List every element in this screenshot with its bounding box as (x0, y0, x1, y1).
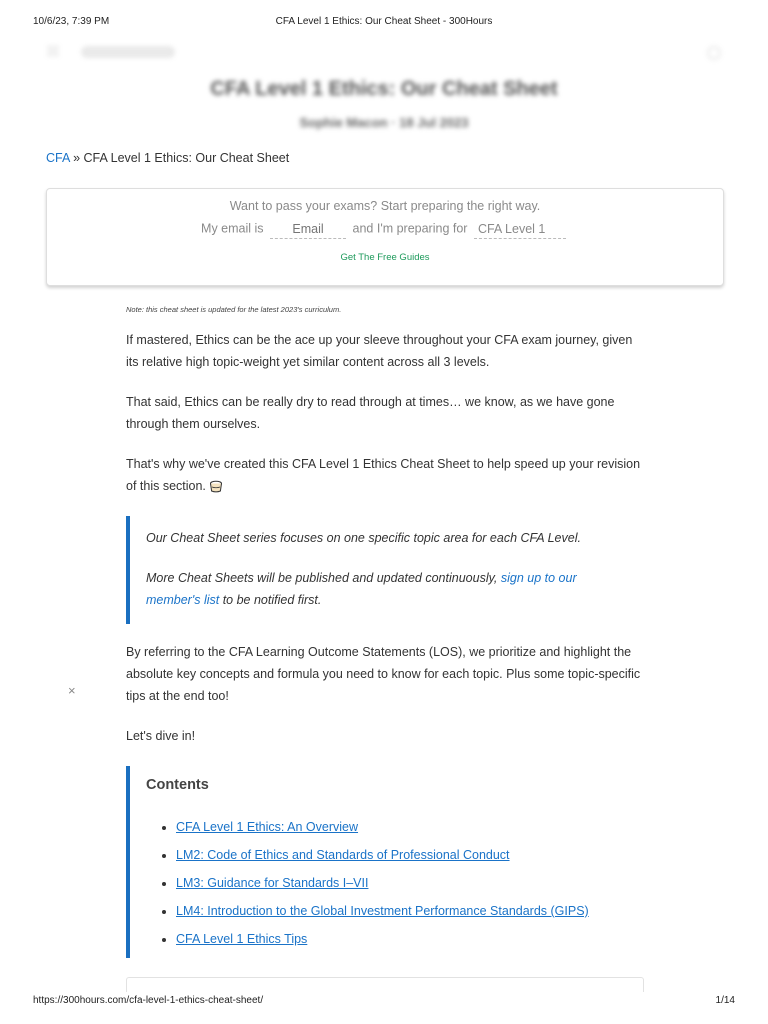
print-footer (0, 993, 768, 1009)
breadcrumb (46, 151, 289, 165)
cup-emoji-icon (209, 480, 223, 493)
intro-paragraph-3-text: That's why we've created this CFA Level 1 Ethics Cheat Sheet to help speed up your revision of this section. (126, 457, 641, 493)
toc-item (176, 869, 636, 897)
site-navigation (33, 44, 735, 64)
article-title: CFA Level 1 Ethics: Our Cheat Sheet (210, 78, 558, 100)
get-free-guides-button[interactable]: Get The Free Guides (340, 252, 430, 263)
signup-form (46, 188, 724, 286)
toc-item (176, 841, 636, 869)
level-label: and I'm preparing for (352, 221, 468, 236)
print-document-title: CFA Level 1 Ethics: Our Cheat Sheet - 300Hours (275, 16, 493, 27)
toc-title: Contents (146, 777, 209, 793)
print-datetime: 10/6/23, 7:39 PM (33, 16, 110, 27)
intro-paragraph-2: That said, Ethics can be really dry to read through at times… we know, as we have gone through them ourselves. (126, 395, 615, 431)
email-input[interactable] (270, 220, 346, 239)
search-icon[interactable] (707, 46, 721, 60)
callout-line-2 (146, 567, 626, 611)
cheat-sheet-callout (126, 516, 650, 624)
breadcrumb-home-link[interactable]: CFA (46, 151, 70, 165)
callout-line-1: Our Cheat Sheet series focuses on one specific topic area for each CFA Level. (146, 531, 581, 545)
toc-link-lm4[interactable]: LM4: Introduction to the Global Investment Performance Standards (GIPS) (176, 904, 589, 918)
table-of-contents (126, 766, 650, 958)
breadcrumb-separator: » (69, 151, 84, 165)
email-label: My email is (201, 221, 264, 236)
close-icon[interactable]: × (68, 683, 76, 698)
menu-icon[interactable] (47, 50, 59, 52)
callout-line-2-before: More Cheat Sheets will be published and updated continuously, (146, 571, 501, 585)
print-page-number: 1/14 (715, 995, 735, 1006)
toc-list (146, 813, 636, 953)
toc-item (176, 897, 636, 925)
intro-paragraph-3 (126, 453, 648, 497)
site-logo[interactable] (81, 46, 175, 58)
signup-prompt: Want to pass your exams? Start preparing the right way. (229, 199, 541, 213)
callout-line-2-after: to be notified first. (219, 593, 322, 607)
toc-item (176, 813, 636, 841)
toc-link-tips[interactable]: CFA Level 1 Ethics Tips (176, 932, 308, 946)
dive-in-paragraph: Let's dive in! (126, 729, 196, 743)
signup-fields (47, 220, 723, 239)
next-section-card (126, 977, 644, 992)
breadcrumb-current: CFA Level 1 Ethics: Our Cheat Sheet (83, 151, 290, 165)
member-list-signup-link[interactable]: sign up to our member's list (146, 571, 577, 607)
print-header (0, 14, 768, 30)
curriculum-note: Note: this cheat sheet is updated for the latest 2023's curriculum. (126, 305, 342, 314)
toc-link-overview[interactable]: CFA Level 1 Ethics: An Overview (176, 820, 359, 834)
article-byline: Sophie Macon · 18 Jul 2023 (299, 115, 469, 130)
los-paragraph: By referring to the CFA Learning Outcome Statements (LOS), we prioritize and highlight the absolute key concepts and formula you need to know for each topic. Plus some topic-specific tips at the end too! (126, 645, 641, 703)
print-url: https://300hours.com/cfa-level-1-ethics-cheat-sheet/ (33, 995, 264, 1006)
toc-link-lm3[interactable]: LM3: Guidance for Standards I–VII (176, 876, 369, 890)
level-select[interactable] (474, 220, 566, 239)
toc-item (176, 925, 636, 953)
intro-paragraph-1: If mastered, Ethics can be the ace up your sleeve throughout your CFA exam journey, given its relative high topic-weight yet similar content across all 3 levels. (126, 333, 633, 369)
toc-link-lm2[interactable]: LM2: Code of Ethics and Standards of Professional Conduct (176, 848, 510, 862)
